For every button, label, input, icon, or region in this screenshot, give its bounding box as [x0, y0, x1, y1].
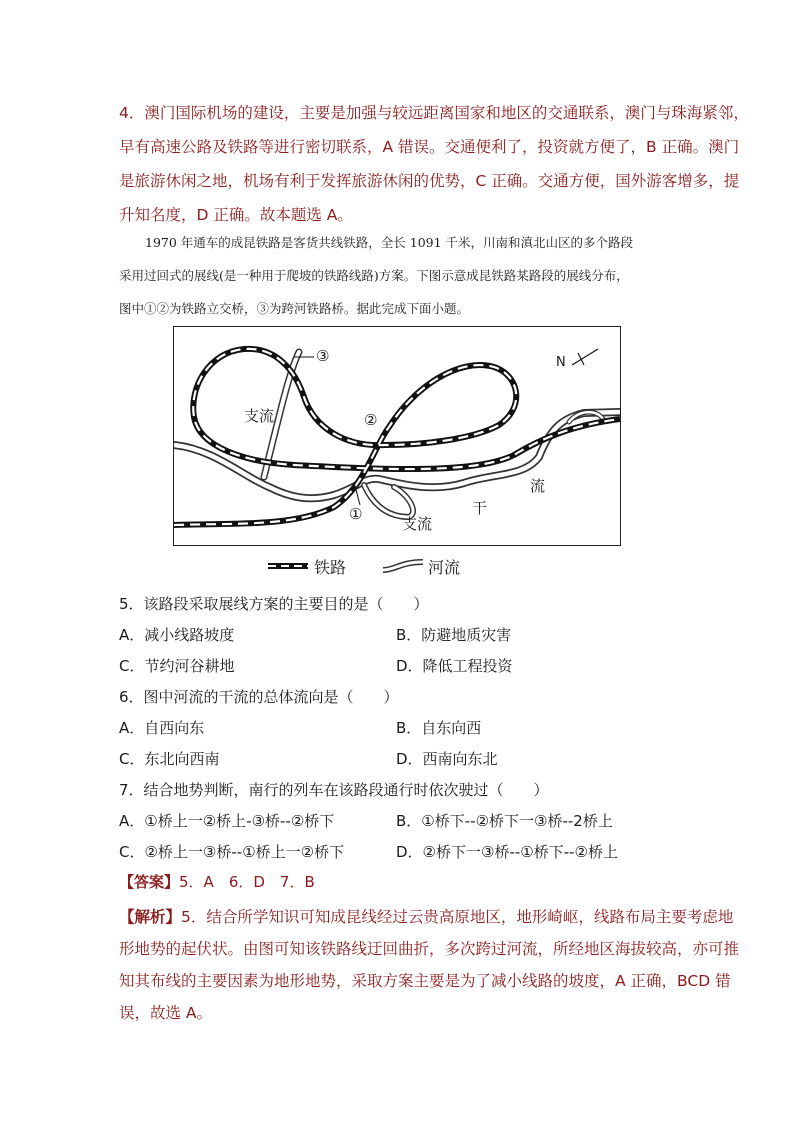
north-arrow-icon: [572, 349, 598, 365]
label-bridge-1: ①: [349, 505, 363, 523]
question-6-stem: 6．图中河流的干流的总体流向是（ ）: [119, 688, 399, 706]
q7-option-c: C．②桥上一③桥--①桥上一②桥下: [119, 843, 345, 861]
q5-option-b: B．防避地质灾害: [396, 626, 512, 644]
analysis-line: 误，故选 A。: [119, 1004, 213, 1022]
analysis-block: [119, 901, 740, 1029]
q5-option-c: C．节约河谷耕地: [119, 657, 235, 675]
answer-label: 【答案】: [119, 873, 180, 891]
analysis-line: 形地势的起伏状。由图可知该铁路线迂回曲折，多次跨过河流，所经地区海拔较高，亦可推: [119, 940, 740, 958]
q6-option-a: A．自西向东: [119, 719, 205, 737]
railway-legend-icon: [268, 561, 308, 571]
intro-line: 采用过回式的展线(是一种用于爬坡的铁路线路)方案。下图示意成昆铁路某路段的展线分布，: [119, 268, 629, 283]
railway-map-svg: [174, 327, 620, 545]
q4-line: 升知名度，D 正确。故本题选 A。: [119, 206, 353, 224]
q5-option-a: A．减小线路坡度: [119, 626, 235, 644]
label-main-river-gan: 干: [472, 499, 488, 517]
label-tributary-lower: 支流: [402, 515, 433, 533]
q6-option-d: D．西南向东北: [396, 750, 498, 768]
legend-river-label: 河流: [428, 558, 461, 577]
answer-text: 5．A 6．D 7．B: [179, 873, 315, 891]
intro-line: 1970 年通车的成昆铁路是客货共线铁路，全长 1091 千米，川南和滇北山区的多个路段: [145, 235, 634, 250]
label-bridge-3: ③: [316, 347, 330, 365]
railway-map-figure: [173, 326, 621, 546]
q4-line: 是旅游休闲之地，机场有利于发挥旅游休闲的优势，C 正确。交通方便，国外游客增多，提: [119, 172, 740, 190]
q4-line: 早有高速公路及铁路等进行密切联系，A 错误。交通便利了，投资就方便了，B 正确。澳门: [119, 138, 740, 156]
q6-option-b: B．自东向西: [396, 719, 482, 737]
q4-explanation: [119, 96, 749, 232]
analysis-text: 5．结合所学知识可知成昆线经过云贵高原地区，地形崎岖，线路布局主要考虑地: [181, 908, 734, 926]
analysis-line-1: [119, 901, 734, 933]
label-tributary-upper: 支流: [244, 407, 275, 425]
legend-railway-label: 铁路: [314, 558, 347, 577]
q6-option-c: C．东北向西南: [119, 750, 220, 768]
question-7-stem: 7．结合地势判断，南行的列车在该路段通行时依次驶过（ ）: [119, 781, 549, 799]
label-main-river-liu: 流: [530, 477, 546, 495]
analysis-label: 【解析】: [119, 908, 182, 926]
q5-option-d: D．降低工程投资: [396, 657, 513, 675]
label-bridge-2: ②: [364, 411, 378, 429]
q4-line: 4．澳门国际机场的建设，主要是加强与较远距离国家和地区的交通联系，澳门与珠海紧邻，: [119, 104, 749, 122]
q7-option-b: B．①桥下--②桥下一③桥--2桥上: [396, 812, 613, 830]
analysis-line: 知其布线的主要因素为地形地势，采取方案主要是为了减小线路的坡度，A 正确，BCD 错: [119, 972, 731, 990]
label-north: N: [556, 355, 566, 370]
intro-line: 图中①②为铁路立交桥，③为跨河铁路桥。据此完成下面小题。: [119, 301, 470, 316]
answer-line: [119, 871, 315, 892]
railway-lines: [174, 349, 620, 525]
river-legend-icon: [383, 558, 423, 574]
q7-option-a: A．①桥上一②桥上-③桥--②桥下: [119, 812, 335, 830]
q7-option-d: D．②桥下一③桥--①桥下--②桥上: [396, 843, 618, 861]
question-5-stem: 5．该路段采取展线方案的主要目的是（ ）: [119, 595, 429, 613]
material-intro: [119, 226, 689, 325]
